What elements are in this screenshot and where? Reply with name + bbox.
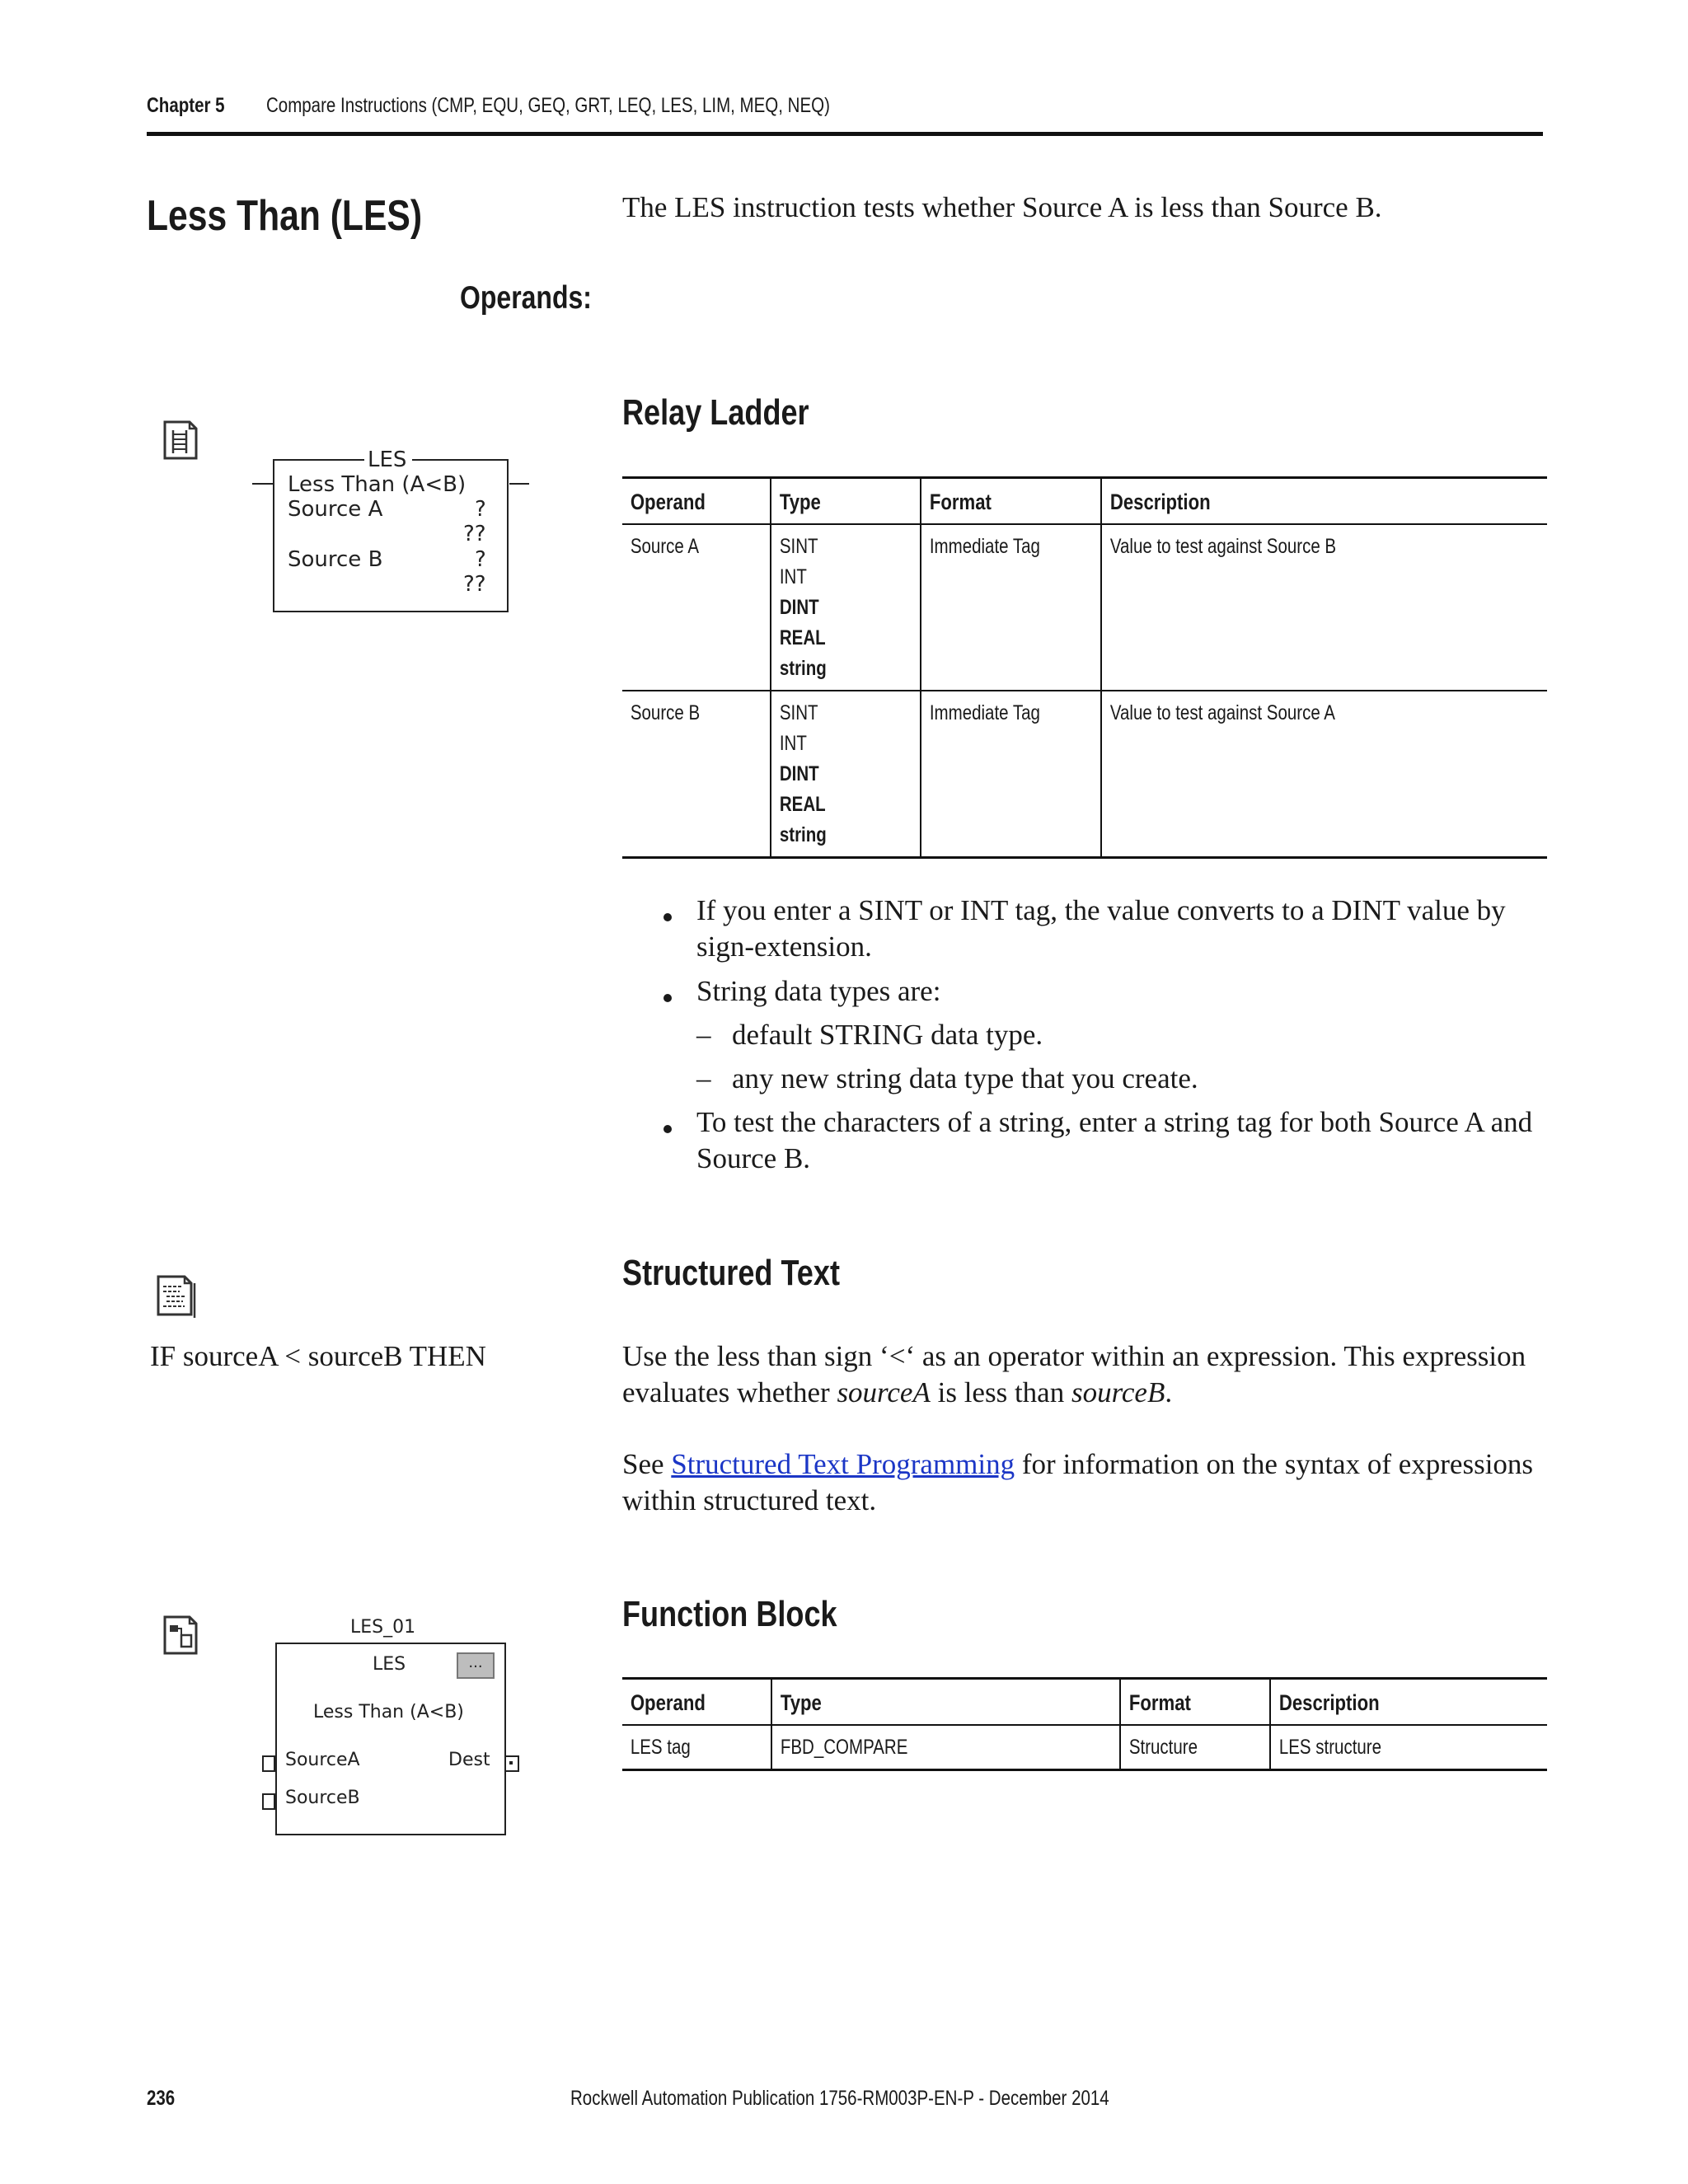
fb-input-source-a: SourceA (285, 1750, 360, 1770)
bullet-test-chars-line2: Source B. (696, 1142, 811, 1174)
table-row (622, 1725, 1547, 1769)
intro-text: The LES instruction tests whether Source A is less than Source B. (622, 191, 1382, 223)
ladder-instruction-name: LES (368, 448, 407, 472)
type-cell: SINT INT DINT REAL string (771, 524, 921, 691)
operand-cell: LES tag (622, 1725, 771, 1769)
fb-source-a-pin[interactable] (262, 1755, 275, 1772)
ladder-source-b-label: Source B (288, 547, 383, 572)
chapter-title: Compare Instructions (CMP, EQU, GEQ, GRT, LEQ, LES, LIM, MEQ, NEQ) (266, 94, 830, 117)
column-header: Format (1120, 1679, 1270, 1726)
page-title: Less Than (LES) (147, 192, 423, 240)
table-row (622, 524, 1547, 691)
column-header: Format (921, 478, 1101, 525)
header-rule (147, 132, 1543, 136)
fb-output-dest: Dest (448, 1750, 490, 1770)
sub-bullet-dash: – (696, 1019, 711, 1051)
chapter-label: Chapter 5 (147, 94, 225, 117)
fb-tag-name: LES_01 (350, 1617, 416, 1638)
column-header: Description (1270, 1679, 1547, 1726)
bullet-dot (663, 1125, 672, 1133)
bullet-string-types: String data types are: (696, 975, 941, 1007)
column-header: Operand (622, 1679, 771, 1726)
table-header-row (622, 478, 1547, 525)
table-row (622, 691, 1547, 857)
structured-text-document-icon (155, 1273, 204, 1319)
structured-text-example: IF sourceA < sourceB THEN (150, 1340, 486, 1372)
fb-instruction-desc: Less Than (A<B) (313, 1702, 464, 1722)
operand-cell: Source B (622, 691, 771, 857)
column-header: Operand (622, 478, 771, 525)
function-block-operand-table (622, 1677, 1547, 1771)
publication-info: Rockwell Automation Publication 1756-RM003P-EN-P - December 2014 (570, 2087, 1109, 2110)
description-cell: Value to test against Source A (1101, 691, 1547, 857)
function-block-document-icon (162, 1614, 203, 1657)
type-cell: SINT INT DINT REAL string (771, 691, 921, 857)
fb-dest-pin-dot (509, 1761, 513, 1765)
bullet-test-chars-line1: To test the characters of a string, enter a string tag for both Source A and (696, 1106, 1533, 1138)
st-see-paragraph-line1: See Structured Text Programming for information on the syntax of expressions (622, 1448, 1534, 1480)
structured-text-programming-link[interactable]: Structured Text Programming (671, 1448, 1015, 1480)
st-paragraph-line1: Use the less than sign ‘<‘ as an operator within an expression. This expression (622, 1340, 1526, 1372)
les-function-block-diagram (275, 1643, 506, 1835)
ladder-source-b-sub: ?? (463, 572, 486, 597)
format-cell: Immediate Tag (921, 691, 1101, 857)
type-cell: FBD_COMPARE (771, 1725, 1120, 1769)
page-number: 236 (147, 2087, 176, 2110)
format-cell: Structure (1120, 1725, 1270, 1769)
description-cell: LES structure (1270, 1725, 1547, 1769)
st-paragraph-line2: evaluates whether sourceA is less than sourceB. (622, 1376, 1173, 1408)
ladder-document-icon (162, 419, 201, 462)
fb-source-b-pin[interactable] (262, 1793, 275, 1810)
ladder-source-a-label: Source A (288, 497, 383, 522)
fb-properties-button[interactable]: ... (457, 1652, 495, 1679)
column-header: Type (771, 478, 921, 525)
ladder-source-a-value: ? (475, 497, 486, 522)
operand-cell: Source A (622, 524, 771, 691)
fb-instruction-name: LES (373, 1654, 406, 1675)
sub-bullet-dash: – (696, 1062, 711, 1094)
column-header: Type (771, 1679, 1120, 1726)
table-header-row (622, 1679, 1547, 1726)
les-ladder-diagram (247, 449, 536, 622)
bullet-sint-line1: If you enter a SINT or INT tag, the value converts to a DINT value by (696, 894, 1506, 926)
description-cell: Value to test against Source B (1101, 524, 1547, 691)
relay-ladder-operand-table (622, 476, 1547, 859)
bullet-dot (663, 994, 672, 1002)
function-block-heading: Function Block (622, 1594, 837, 1634)
sub-bullet-default-string: default STRING data type. (732, 1019, 1043, 1051)
ladder-source-a-sub: ?? (463, 522, 486, 546)
bullet-sint-line2: sign-extension. (696, 930, 872, 963)
fb-input-source-b: SourceB (285, 1788, 360, 1808)
st-see-paragraph-line2: within structured text. (622, 1484, 877, 1516)
column-header: Description (1101, 478, 1547, 525)
operands-heading: Operands: (460, 280, 592, 316)
bullet-dot (663, 913, 672, 921)
sub-bullet-new-string: any new string data type that you create. (732, 1062, 1198, 1094)
format-cell: Immediate Tag (921, 524, 1101, 691)
ladder-source-b-value: ? (475, 547, 486, 572)
relay-ladder-heading: Relay Ladder (622, 392, 809, 433)
structured-text-heading: Structured Text (622, 1253, 840, 1293)
ladder-instruction-desc: Less Than (A<B) (288, 472, 467, 497)
